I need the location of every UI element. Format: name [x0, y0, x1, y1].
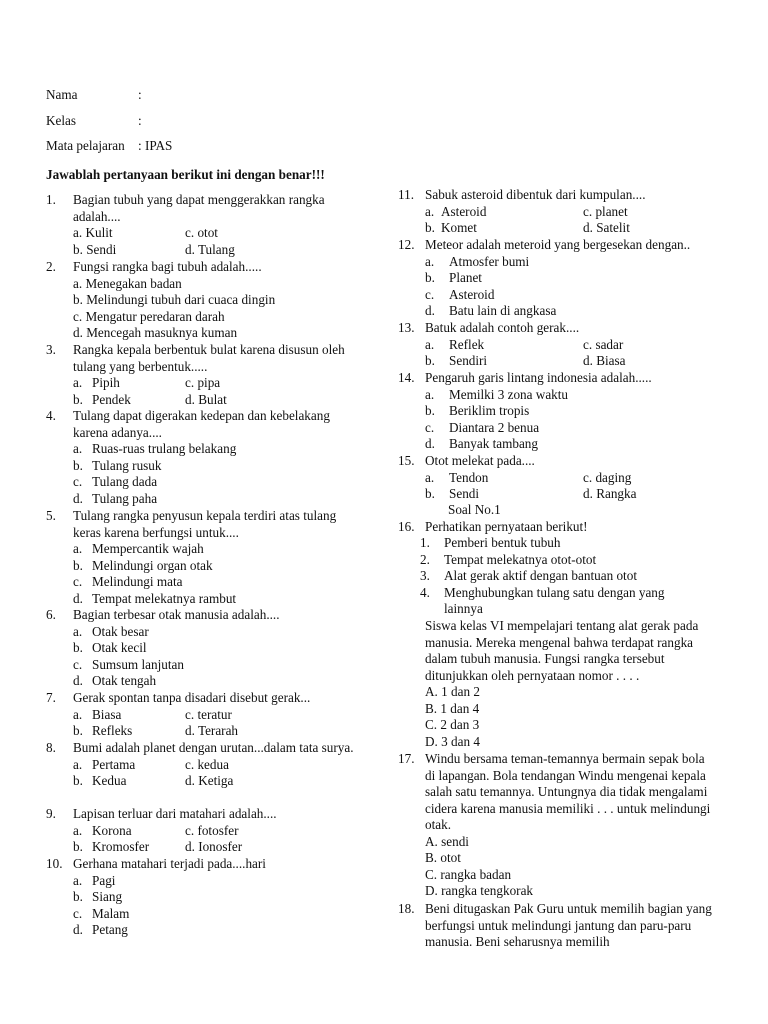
option-text: Planet — [449, 270, 482, 285]
option-text: Kromosfer — [92, 839, 150, 854]
option-text: Petang — [92, 922, 128, 937]
question-text: Windu bersama teman-temannya bermain sepak bola di lapangan. Bola tendangan Windu mengenai kepala salah satu temannya. Untungnya dia tidak mengalami cidera karena manusia memiliki . . . untuk melindungi otak. — [425, 751, 711, 832]
option-b: b. Sendi — [73, 241, 117, 257]
question-number: 18. — [398, 901, 415, 916]
option-letter: b. — [425, 353, 435, 368]
option-b: B. otot — [425, 850, 461, 865]
option-letter: b. — [425, 403, 435, 418]
option-a — [73, 375, 185, 392]
option-c: c. planet — [583, 203, 628, 219]
question-body — [73, 342, 358, 408]
option-text: Otak kecil — [92, 640, 147, 655]
option-letter: c. — [425, 419, 435, 435]
option-letter: b. — [425, 270, 435, 285]
option-text: Diantara 2 benua — [449, 419, 540, 435]
question-body — [73, 192, 358, 258]
option-c: C. 2 dan 3 — [425, 717, 480, 732]
option-a — [73, 441, 358, 458]
nama-row — [46, 87, 172, 104]
question-text: Gerhana matahari terjadi pada....hari — [73, 856, 266, 871]
question-text: Lapisan terluar dari matahari adalah.... — [73, 806, 277, 821]
question-body — [425, 237, 717, 320]
options — [73, 707, 358, 740]
option-letter: b. — [73, 723, 83, 738]
question-body — [73, 806, 358, 856]
question-body — [73, 740, 358, 790]
question-body — [73, 690, 358, 740]
option-c — [73, 574, 358, 591]
option-letter: c. — [73, 905, 83, 921]
option-a — [425, 204, 583, 221]
option-text: Biasa — [92, 706, 122, 722]
option-c: c. pipa — [185, 375, 221, 390]
options — [73, 823, 358, 856]
option-letter: b. — [425, 220, 435, 235]
option-letter: c. — [73, 656, 83, 672]
option-a: a. Kulit — [73, 225, 113, 240]
statement-list — [420, 535, 720, 618]
option-letter: a. — [73, 872, 83, 888]
question-text: Batuk adalah contoh gerak.... — [425, 320, 580, 335]
option-c: c. sadar — [583, 336, 624, 352]
option-text: Sumsum lanjutan — [92, 656, 184, 672]
option-letter: d. — [73, 490, 83, 506]
statement-text: Menghubungkan tulang satu dengan yang lainnya — [444, 584, 665, 616]
question-number: 9. — [46, 806, 56, 821]
option-letter: b. — [73, 557, 83, 573]
statement-item — [420, 585, 720, 618]
statement-number: 2. — [420, 551, 430, 567]
option-letter: a. — [73, 822, 83, 838]
option-letter: c. — [73, 474, 83, 489]
question-body — [73, 259, 358, 342]
option-text: Asteroid — [441, 203, 487, 219]
question-text: Meteor adalah meteroid yang bergesekan dengan.. — [425, 237, 691, 252]
statement-item — [420, 535, 720, 552]
option-d — [73, 673, 358, 690]
options — [73, 375, 358, 408]
option-text: Memilki 3 zona waktu — [449, 386, 569, 402]
option-b — [73, 723, 185, 740]
options — [425, 204, 717, 237]
option-c — [425, 287, 717, 304]
option-d — [73, 591, 358, 608]
option-b — [425, 220, 583, 237]
question-number: 16. — [398, 519, 415, 534]
option-letter: a. — [73, 756, 83, 772]
option-text: Pendek — [92, 391, 131, 407]
question-number: 14. — [398, 370, 415, 385]
option-text: Asteroid — [449, 286, 495, 302]
option-letter: b. — [73, 773, 83, 788]
option-d: d. Bulat — [185, 391, 227, 407]
question-number: 2. — [46, 259, 56, 274]
option-b — [73, 889, 358, 906]
option-letter: a. — [73, 541, 83, 556]
question-text: Tulang dapat digerakan kedepan dan kebelakang karena adanya.... — [73, 408, 330, 440]
option-text: Refleks — [92, 723, 133, 738]
question-number: 5. — [46, 508, 56, 523]
question-body — [73, 856, 358, 939]
option-c: c. otot — [185, 225, 218, 240]
option-d: d. Satelit — [583, 220, 630, 235]
option-text: Tempat melekatnya rambut — [92, 590, 237, 606]
question-number: 4. — [46, 408, 56, 423]
option-letter: d. — [425, 436, 435, 451]
option-letter: b. — [73, 640, 83, 655]
option-letter: a. — [73, 375, 83, 390]
option-text: Kedua — [92, 773, 127, 788]
kelas-separator: : — [138, 112, 142, 128]
option-b — [73, 640, 358, 657]
option-b — [73, 773, 185, 790]
option-text: Otak tengah — [92, 673, 157, 688]
option-letter: c. — [425, 286, 435, 302]
mapel-label: Mata pelajaran — [46, 138, 125, 153]
option-d: D. rangka tengkorak — [425, 883, 534, 898]
question-body — [425, 751, 715, 900]
question-text: Tulang rangka penyusun kepala terdiri atas tulang keras karena berfungsi untuk.... — [73, 508, 337, 540]
question-text: Rangka kepala berbentuk bulat karena disusun oleh tulang yang berbentuk..... — [73, 342, 345, 374]
option-text: Banyak tambang — [449, 436, 538, 451]
option-b — [425, 353, 583, 370]
option-c: c. fotosfer — [185, 822, 239, 838]
option-letter: b. — [73, 391, 83, 407]
question-text: Otot melekat pada.... — [425, 453, 535, 468]
option-b: B. 1 dan 4 — [425, 700, 480, 716]
option-c — [73, 906, 358, 923]
question-16-options — [425, 684, 480, 750]
option-c — [73, 657, 358, 674]
question-number: 11. — [398, 187, 414, 202]
option-letter: d. — [73, 922, 83, 937]
options — [425, 337, 717, 370]
option-text: Sendi — [449, 486, 480, 501]
option-c: c. Mengatur peredaran darah — [73, 308, 225, 324]
kelas-row — [46, 113, 172, 130]
statement-number: 4. — [420, 584, 430, 600]
option-d: d. Rangka — [583, 486, 637, 501]
statement-item — [420, 552, 720, 569]
kelas-label: Kelas — [46, 112, 77, 128]
question-text: Beni ditugaskan Pak Guru untuk memilih bagian yang berfungsi untuk melindungi jantung dan paru-paru manusia. Beni seharusnya memilih — [425, 901, 712, 949]
question-body — [73, 408, 358, 507]
option-b: b. Melindungi tubuh dari cuaca dingin — [73, 292, 276, 307]
question-number: 12. — [398, 237, 415, 252]
options — [425, 470, 717, 503]
option-a — [425, 470, 583, 487]
nama-label: Nama — [46, 87, 78, 102]
option-letter: d. — [73, 673, 83, 688]
option-letter: a. — [425, 336, 435, 352]
option-b — [73, 392, 185, 409]
option-letter: a. — [425, 203, 435, 219]
option-d — [73, 922, 358, 939]
option-b — [73, 839, 185, 856]
option-a — [73, 873, 358, 890]
option-text: Malam — [92, 905, 130, 921]
option-letter: b. — [73, 889, 83, 904]
option-a — [73, 707, 185, 724]
question-body — [425, 320, 717, 370]
option-text: Pertama — [92, 756, 136, 772]
question-text: Bumi adalah planet dengan urutan...dalam tata surya. — [73, 740, 354, 755]
option-a: a. Menegakan badan — [73, 275, 182, 291]
nama-separator: : — [138, 87, 142, 102]
statement-item — [420, 568, 720, 585]
statement-text: Tempat melekatnya otot-otot — [444, 551, 597, 567]
question-body — [425, 187, 717, 237]
option-text: Tulang rusuk — [92, 457, 162, 473]
question-number: 15. — [398, 453, 415, 468]
option-text: Otak besar — [92, 623, 149, 639]
option-c: c. kedua — [185, 756, 229, 772]
option-d: d. Tulang — [185, 241, 235, 257]
option-letter: a. — [73, 441, 83, 456]
option-c — [73, 474, 358, 491]
option-b — [73, 458, 358, 475]
option-a — [73, 757, 185, 774]
question-text: Bagian terbesar otak manusia adalah.... — [73, 607, 280, 622]
question-text: Gerak spontan tanpa disadari disebut gerak... — [73, 690, 311, 705]
question-body — [73, 607, 358, 690]
option-text: Tulang dada — [92, 474, 158, 489]
options — [73, 757, 358, 790]
question-number: 6. — [46, 607, 56, 622]
question-body — [425, 519, 717, 536]
option-letter: d. — [73, 590, 83, 606]
option-text: Mempercantik wajah — [92, 541, 204, 556]
option-text: Komet — [441, 220, 477, 235]
question-body — [425, 370, 717, 453]
option-letter: a. — [73, 623, 83, 639]
option-b — [425, 486, 583, 503]
option-text: Pipih — [92, 375, 120, 390]
question-number: 1. — [46, 192, 56, 207]
option-text: Batu lain di angkasa — [449, 303, 557, 318]
question-number: 13. — [398, 320, 415, 335]
question-body — [73, 508, 358, 607]
option-letter: b. — [425, 486, 435, 501]
option-c: c. daging — [583, 469, 632, 485]
option-text: Atmosfer bumi — [449, 253, 530, 269]
option-d: D. 3 dan 4 — [425, 733, 480, 749]
soal-label: Soal No.1 — [448, 502, 501, 517]
option-text: Melindungi organ otak — [92, 557, 213, 573]
option-letter: b. — [73, 839, 83, 854]
option-text: Tendon — [449, 469, 489, 485]
option-d — [425, 436, 717, 453]
option-a — [73, 624, 358, 641]
option-c: C. rangka badan — [425, 866, 512, 882]
option-text: Beriklim tropis — [449, 403, 530, 418]
option-text: Korona — [92, 822, 132, 838]
question-body — [425, 453, 717, 503]
option-a — [425, 337, 583, 354]
option-a: A. 1 dan 2 — [425, 684, 480, 699]
question-number: 7. — [46, 690, 56, 705]
option-text: Tulang paha — [92, 490, 158, 506]
option-letter: b. — [73, 457, 83, 473]
option-d: d. Ketiga — [185, 773, 234, 788]
question-number: 8. — [46, 740, 56, 755]
statement-text: Alat gerak aktif dengan bantuan otot — [444, 568, 637, 583]
option-c: c. teratur — [185, 706, 232, 722]
option-text: Ruas-ruas trulang belakang — [92, 441, 237, 456]
statement-number: 1. — [420, 535, 430, 550]
option-letter: a. — [73, 706, 83, 722]
option-b — [73, 558, 358, 575]
question-text: Fungsi rangka bagi tubuh adalah..... — [73, 259, 262, 274]
option-a — [73, 541, 358, 558]
option-a — [425, 387, 717, 404]
option-d: d. Terarah — [185, 723, 239, 738]
mapel-row — [46, 138, 172, 155]
option-letter: a. — [425, 386, 435, 402]
statement-number: 3. — [420, 568, 430, 583]
option-text: Sendiri — [449, 353, 488, 368]
option-letter: a. — [425, 253, 435, 269]
option-letter: d. — [425, 303, 435, 318]
question-text: Pengaruh garis lintang indonesia adalah..... — [425, 370, 652, 385]
option-a — [425, 254, 717, 271]
mapel-value: : IPAS — [138, 138, 173, 153]
question-16-paragraph: Siswa kelas VI mempelajari tentang alat gerak pada manusia. Mereka mengenal bahwa terdapat rangka dalam tubuh manusia. Fungsi rangka tersebut ditunjukkan oleh pernyataan nomor . . . . — [425, 618, 699, 683]
option-a — [73, 823, 185, 840]
question-number: 10. — [46, 856, 63, 871]
option-text: Reflek — [449, 336, 485, 352]
question-number: 3. — [46, 342, 56, 357]
option-c — [425, 420, 717, 437]
option-letter: a. — [425, 469, 435, 485]
option-d: d. Biasa — [583, 353, 626, 368]
question-text: Perhatikan pernyataan berikut! — [425, 519, 588, 534]
option-b — [425, 270, 717, 287]
option-letter: c. — [73, 574, 83, 589]
option-d — [73, 491, 358, 508]
instruction: Jawablah pertanyaan berikut ini dengan benar!!! — [46, 167, 325, 182]
option-d: d. Ionosfer — [185, 839, 243, 854]
question-number: 17. — [398, 751, 415, 766]
student-info-header — [46, 87, 172, 155]
option-text: Pagi — [92, 872, 116, 888]
question-text: Bagian tubuh yang dapat menggerakkan rangka adalah.... — [73, 192, 325, 224]
options — [73, 225, 358, 258]
option-a: A. sendi — [425, 833, 469, 849]
option-d: d. Mencegah masuknya kuman — [73, 325, 238, 340]
statement-text: Pemberi bentuk tubuh — [444, 535, 561, 550]
question-text: Sabuk asteroid dibentuk dari kumpulan.... — [425, 187, 646, 202]
option-text: Melindungi mata — [92, 574, 183, 589]
question-body — [425, 901, 715, 951]
option-text: Siang — [92, 889, 123, 904]
option-d — [425, 303, 717, 320]
option-b — [425, 403, 717, 420]
